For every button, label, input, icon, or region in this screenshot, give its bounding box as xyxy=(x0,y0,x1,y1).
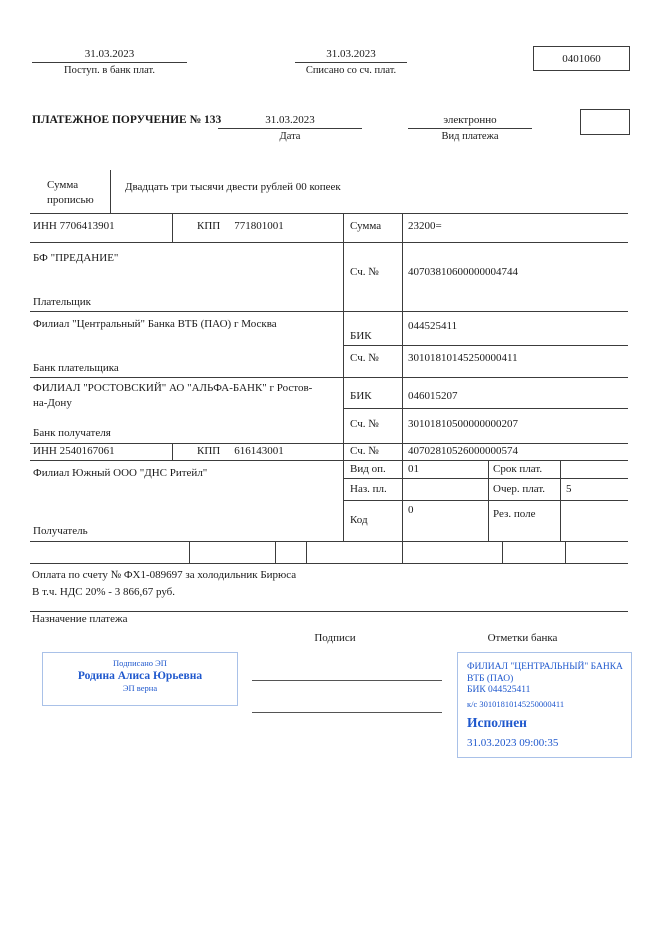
kod-label: Код xyxy=(350,514,368,526)
received-date-block xyxy=(32,48,187,76)
signature-line-1 xyxy=(252,680,442,681)
payer-name: БФ "ПРЕДАНИЕ" xyxy=(33,252,119,264)
payee-bank-name: ФИЛИАЛ "РОСТОВСКИЙ" АО "АЛЬФА-БАНК" г Ростов-на-Дону xyxy=(33,382,313,409)
table-line xyxy=(343,478,628,479)
sum-label: Сумма xyxy=(350,220,382,232)
table-line xyxy=(172,213,173,242)
payee-account: 40702810526000000574 xyxy=(408,445,518,457)
payee-inn: ИНН 2540167061 xyxy=(33,445,115,457)
signature-valid-label: ЭП верна xyxy=(122,683,158,693)
table-line xyxy=(172,443,173,460)
ocher-plat-label: Очер. плат. xyxy=(493,483,546,495)
vid-op-label: Вид оп. xyxy=(350,463,386,475)
payee-kpp-label: КПП xyxy=(197,445,221,457)
date-block xyxy=(218,114,362,142)
bank-stamp-status: Исполнен xyxy=(467,714,527,730)
payer-account: 40703810600000004744 xyxy=(408,266,518,278)
bank-stamp-name-line-1: ФИЛИАЛ "ЦЕНТРАЛЬНЫЙ" БАНКА xyxy=(467,662,623,672)
bank-stamp xyxy=(457,652,632,758)
debited-date-label: Списано со сч. плат. xyxy=(305,65,397,76)
payer-bank-account: 30101810145250000411 xyxy=(408,352,518,364)
payee-section-label: Получатель xyxy=(33,525,88,537)
table-line xyxy=(110,170,111,213)
signatures-label: Подписи xyxy=(314,632,356,644)
debited-date-value: 31.03.2023 xyxy=(295,48,407,63)
table-line xyxy=(488,460,489,541)
payment-kind-block xyxy=(408,114,532,142)
vid-op-value: 01 xyxy=(408,463,419,475)
payer-kpp xyxy=(197,220,284,232)
signer-name: Родина Алиса Юрьевна xyxy=(77,670,203,682)
received-date-value: 31.03.2023 xyxy=(32,48,187,63)
payee-bank-bik: 046015207 xyxy=(408,390,458,402)
signature-stamp xyxy=(42,652,238,706)
status-code-box xyxy=(580,109,630,135)
table-line xyxy=(30,443,628,444)
table-line xyxy=(402,213,403,563)
bank-marks-label: Отметки банка xyxy=(487,632,558,644)
amount-words-label: Сумма прописью xyxy=(47,179,94,206)
ocher-plat-value: 5 xyxy=(566,483,572,495)
bank-stamp-name-line-2: ВТБ (ПАО) xyxy=(467,673,514,684)
payer-bank-account-label: Сч. № xyxy=(350,352,379,364)
table-line xyxy=(30,311,628,312)
signed-by-label: Подписано ЭП xyxy=(113,658,167,668)
sum-value: 23200= xyxy=(408,220,442,232)
payer-bank-section-label: Банк плательщика xyxy=(33,362,119,374)
table-line xyxy=(502,541,503,563)
form-table xyxy=(30,170,628,563)
document-title: ПЛАТЕЖНОЕ ПОРУЧЕНИЕ № 133 xyxy=(32,114,222,126)
payment-kind-value: электронно xyxy=(408,114,532,129)
purpose-line-1: Оплата по счету № ФХ1-089697 за холодильник Бирюса xyxy=(32,569,297,581)
srok-label: Срок плат. xyxy=(493,463,543,475)
purpose-underline xyxy=(30,611,628,612)
payee-account-label: Сч. № xyxy=(350,445,379,457)
table-line xyxy=(565,541,566,563)
payee-bank-section-label: Банк получателя xyxy=(33,427,111,439)
payer-kpp-label: КПП xyxy=(197,220,221,232)
date-label: Дата xyxy=(279,131,301,142)
payee-bank-account: 30101810500000000207 xyxy=(408,418,518,430)
payee-bank-bik-label: БИК xyxy=(350,390,372,402)
bank-stamp-datetime: 31.03.2023 09:00:35 xyxy=(467,736,559,749)
table-line xyxy=(30,242,628,243)
payer-bank-name: Филиал "Центральный" Банка ВТБ (ПАО) г Москва xyxy=(33,318,277,330)
table-line xyxy=(560,460,561,541)
bank-stamp-corr-account: к/с 30101810145250000411 xyxy=(467,698,565,709)
table-line xyxy=(30,460,628,461)
kod-value: 0 xyxy=(408,504,414,516)
table-line xyxy=(189,541,190,563)
debited-date-block xyxy=(295,48,407,76)
payer-bank-bik-label: БИК xyxy=(350,330,372,342)
purpose-section-label: Назначение платежа xyxy=(32,613,128,625)
table-line xyxy=(30,563,628,564)
naz-pl-label: Наз. пл. xyxy=(350,483,387,495)
date-value: 31.03.2023 xyxy=(218,114,362,129)
payer-bank-bik: 044525411 xyxy=(408,320,458,332)
payer-inn: ИНН 7706413901 xyxy=(33,220,115,232)
table-line xyxy=(343,408,628,409)
received-date-label: Поступ. в банк плат. xyxy=(64,65,155,76)
signature-line-2 xyxy=(252,712,442,713)
amount-words-value: Двадцать три тысячи двести рублей 00 копеек xyxy=(125,181,341,193)
form-code-box xyxy=(533,46,630,71)
payee-kpp-value: 616143001 xyxy=(234,445,284,457)
rez-pole-label: Рез. поле xyxy=(493,508,536,520)
table-line xyxy=(343,345,628,346)
form-code: 0401060 xyxy=(562,52,601,65)
purpose-line-2: В т.ч. НДС 20% - 3 866,67 руб. xyxy=(32,586,176,598)
table-line xyxy=(306,541,307,563)
payee-kpp xyxy=(197,445,284,457)
bank-stamp-bik: БИК 044525411 xyxy=(467,685,531,695)
payer-account-label: Сч. № xyxy=(350,266,379,278)
table-line xyxy=(30,213,628,214)
payee-name: Филиал Южный ООО "ДНС Ритейл" xyxy=(33,467,208,479)
payment-kind-label: Вид платежа xyxy=(441,131,499,142)
table-line xyxy=(30,541,628,542)
table-line xyxy=(343,213,344,541)
payer-section-label: Плательщик xyxy=(33,296,91,308)
payee-bank-account-label: Сч. № xyxy=(350,418,379,430)
payer-kpp-value: 771801001 xyxy=(234,220,284,232)
table-line xyxy=(30,377,628,378)
table-line xyxy=(343,500,628,501)
table-line xyxy=(275,541,276,563)
